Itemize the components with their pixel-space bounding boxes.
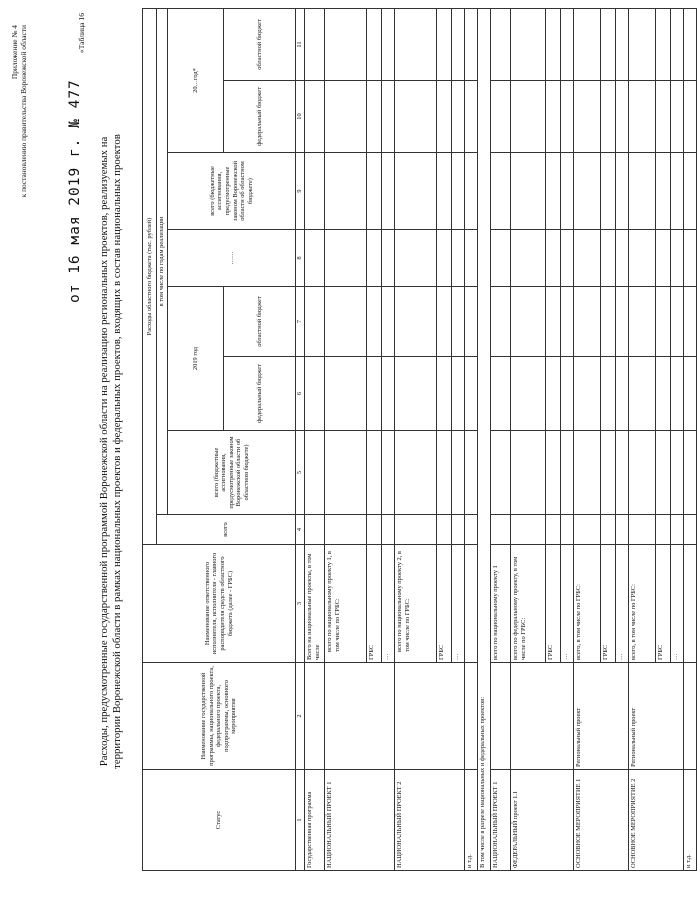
col-expenses-group: Расходы областного бюджета (тыс. рублей) [143, 9, 157, 545]
col-num: 1 [296, 770, 305, 871]
col-executor: Наименование ответственного исполнителя, исполнителя - главного распорядителя средств областного бюджета (далее - ГРБС) [143, 545, 296, 663]
row-status: и т.д. [684, 770, 697, 871]
col-year-n: 20…год* [168, 9, 224, 153]
row-status: ОСНОВНОЕ МЕРОПРИЯТИЕ 2 [629, 770, 684, 871]
title-line-2: территории Воронежской области в рамках национальных проектов и федеральных проектов, входящих в состав национальных проектов [111, 134, 123, 769]
section-row [478, 9, 491, 871]
section-label: В том числе в разрезе национальных и федеральных проектов: [478, 9, 491, 871]
col-num: 2 [296, 663, 305, 770]
col-num: 6 [296, 357, 305, 431]
row-program-name: Региональный проект [574, 663, 629, 770]
row-status: ОСНОВНОЕ МЕРОПРИЯТИЕ 1 [574, 770, 629, 871]
row-status: НАЦИОНАЛЬНЫЙ ПРОЕКТ 1 [491, 770, 511, 871]
col-num: 4 [296, 515, 305, 545]
row-executor: ГРБС [367, 545, 382, 663]
col-status: Статус [143, 770, 296, 871]
table-row [629, 9, 656, 871]
row-executor: … [671, 545, 684, 663]
col-regional-2019: областной бюджет [224, 287, 296, 357]
row-status: и т.д. [465, 770, 478, 871]
col-num: 7 [296, 287, 305, 357]
table-row [491, 9, 511, 871]
table-row [305, 9, 325, 871]
row-executor: … [561, 545, 574, 663]
row-executor: ГРБС [546, 545, 561, 663]
row-program-name: Региональный проект [629, 663, 684, 770]
row-executor: … [452, 545, 465, 663]
col-num: 3 [296, 545, 305, 663]
table-row [325, 9, 367, 871]
col-num: 5 [296, 431, 305, 515]
table-row [574, 9, 601, 871]
col-num: 11 [296, 9, 305, 81]
row-status: Государственная программа [305, 770, 325, 871]
date-stamp: от 16 мая 2019 г. № 477 [67, 79, 83, 303]
col-regional-n: областной бюджет [224, 9, 296, 81]
row-executor: Всего на национальные проекты, в том числе [305, 545, 325, 663]
col-num: 8 [296, 230, 305, 287]
row-executor: … [616, 545, 629, 663]
col-program-name: Наименование государственной программы, национального проекта, федерального проекта, подпрограммы, основного мероприятия [143, 663, 296, 770]
col-by-years: в том числе по годам реализации [157, 9, 168, 515]
row-executor: … [382, 545, 395, 663]
appendix-note [10, 25, 28, 197]
col-federal-2019: федеральный бюджет [224, 357, 296, 431]
col-num: 9 [296, 153, 305, 230]
table-row [465, 9, 478, 871]
column-numbers-row [296, 9, 305, 871]
row-status: НАЦИОНАЛЬНЫЙ ПРОЕКТ 1 [325, 770, 395, 871]
col-dots: …… [168, 230, 296, 287]
table-row [511, 9, 546, 871]
row-executor: всего по национальному проекту 1 [491, 545, 511, 663]
row-executor: ГРБС [437, 545, 452, 663]
row-status: ФЕДЕРАЛЬНЫЙ проект 1.1 [511, 770, 574, 871]
row-executor: всего по национальному проекту 2, в том числе по ГРБС: [395, 545, 437, 663]
table-row [395, 9, 437, 871]
col-num: 10 [296, 81, 305, 153]
row-executor: всего, в том числе по ГРБС: [629, 545, 656, 663]
appendix-line-2: к постановлению правительства Воронежской области [19, 25, 28, 198]
row-executor: ГРБС [601, 545, 616, 663]
row-executor: всего, в том числе по ГРБС: [574, 545, 601, 663]
row-executor: ГРБС [656, 545, 671, 663]
title-line-1: Расходы, предусмотренные государственной программой Воронежской области на реализацию региональных проектов, реализуемых на [98, 136, 110, 767]
appendix-line-1: Приложение № 4 [10, 25, 19, 80]
col-total-law-2: всего (бюджетные ассигнования, предусмотренные законом Воронежской области об областном бюджете) [168, 153, 296, 230]
col-total: всего [157, 515, 296, 545]
row-executor: всего по национальному проекту 1, в том числе по ГРБС: [325, 545, 367, 663]
expenses-table [142, 8, 697, 871]
col-federal-n: федеральный бюджет [224, 81, 296, 153]
col-total-law-1: всего (бюджетные ассигнования, предусмотренные законом Воронежской области об областном бюджете) [168, 431, 296, 515]
row-status: НАЦИОНАЛЬНЫЙ ПРОЕКТ 2 [395, 770, 465, 871]
table-row [684, 9, 697, 871]
table-number: «Таблица 16 [77, 13, 86, 54]
col-year-2019: 2019 год [168, 287, 224, 431]
row-executor: всего по федеральному проекту, в том числе по ГРБС: [511, 545, 546, 663]
